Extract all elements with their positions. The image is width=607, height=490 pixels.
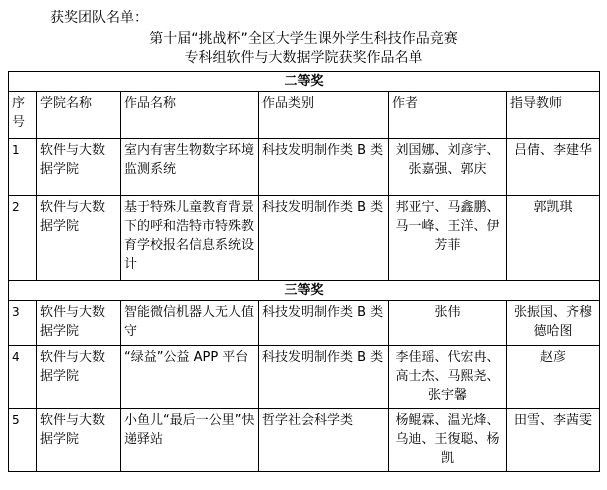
table-row (9, 301, 600, 346)
row-advisor: 赵彦 (507, 346, 600, 409)
document-title: 第十届“挑战杯”全区大学生课外学生科技作品竞赛 (149, 31, 458, 47)
section-row-third-prize (9, 281, 600, 301)
row-college: 软件与大数据学院 (37, 196, 121, 281)
award-table (8, 71, 600, 472)
header-no: 序号 (9, 92, 37, 139)
row-category: 科技发明制作类 B 类 (259, 196, 389, 281)
table-row (9, 409, 600, 472)
row-work: 基于特殊儿童教育背景下的呼和浩特市特殊教育学校报名信息系统设计 (121, 196, 259, 281)
row-work: 室内有害生物数字环境监测系统 (121, 139, 259, 196)
row-advisor: 田雪、李茜雯 (507, 409, 600, 472)
row-college: 软件与大数据学院 (37, 139, 121, 196)
header-college: 学院名称 (37, 92, 121, 139)
row-authors: 刘国娜、刘彦宇、张嘉强、郭庆 (389, 139, 507, 196)
row-work: 小鱼儿“最后一公里”快递驿站 (121, 409, 259, 472)
row-authors: 邦亚宁、马鑫鹏、马一峰、王洋、伊芳菲 (389, 196, 507, 281)
section-label-third-prize: 三等奖 (9, 281, 600, 301)
row-work: 智能微信机器人无人值守 (121, 301, 259, 346)
header-category: 作品类别 (259, 92, 389, 139)
row-authors: 张伟 (389, 301, 507, 346)
row-category: 科技发明制作类 B 类 (259, 301, 389, 346)
table-row (9, 139, 600, 196)
row-category: 科技发明制作类 B 类 (259, 139, 389, 196)
header-row (9, 92, 600, 139)
row-college: 软件与大数据学院 (37, 301, 121, 346)
header-advisor: 指导教师 (507, 92, 600, 139)
row-no: 3 (9, 301, 37, 346)
row-advisor: 郭凯琪 (507, 196, 600, 281)
section-row-second-prize (9, 72, 600, 92)
row-no: 4 (9, 346, 37, 409)
row-college: 软件与大数据学院 (37, 346, 121, 409)
table-row (9, 196, 600, 281)
row-advisor: 张振国、齐穆德哈图 (507, 301, 600, 346)
header-authors: 作者 (389, 92, 507, 139)
row-authors: 李佳瑶、代宏冉、高士杰、马熙尧、张宇馨 (389, 346, 507, 409)
header-work: 作品名称 (121, 92, 259, 139)
row-advisor: 吕倩、李建华 (507, 139, 600, 196)
row-category: 科技发明制作类 B 类 (259, 346, 389, 409)
intro-label: 获奖团队名单： (50, 10, 148, 26)
row-no: 1 (9, 139, 37, 196)
row-category: 哲学社会科学类 (259, 409, 389, 472)
row-no: 5 (9, 409, 37, 472)
table-row (9, 346, 600, 409)
row-college: 软件与大数据学院 (37, 409, 121, 472)
document-subtitle: 专科组软件与大数据学院获奖作品名单 (184, 50, 423, 66)
section-label-second-prize: 二等奖 (9, 72, 600, 92)
row-no: 2 (9, 196, 37, 281)
row-authors: 杨鲲霖、温光烽、乌迪、王復聪、杨凯 (389, 409, 507, 472)
row-work: “绿益”公益 APP 平台 (121, 346, 259, 409)
